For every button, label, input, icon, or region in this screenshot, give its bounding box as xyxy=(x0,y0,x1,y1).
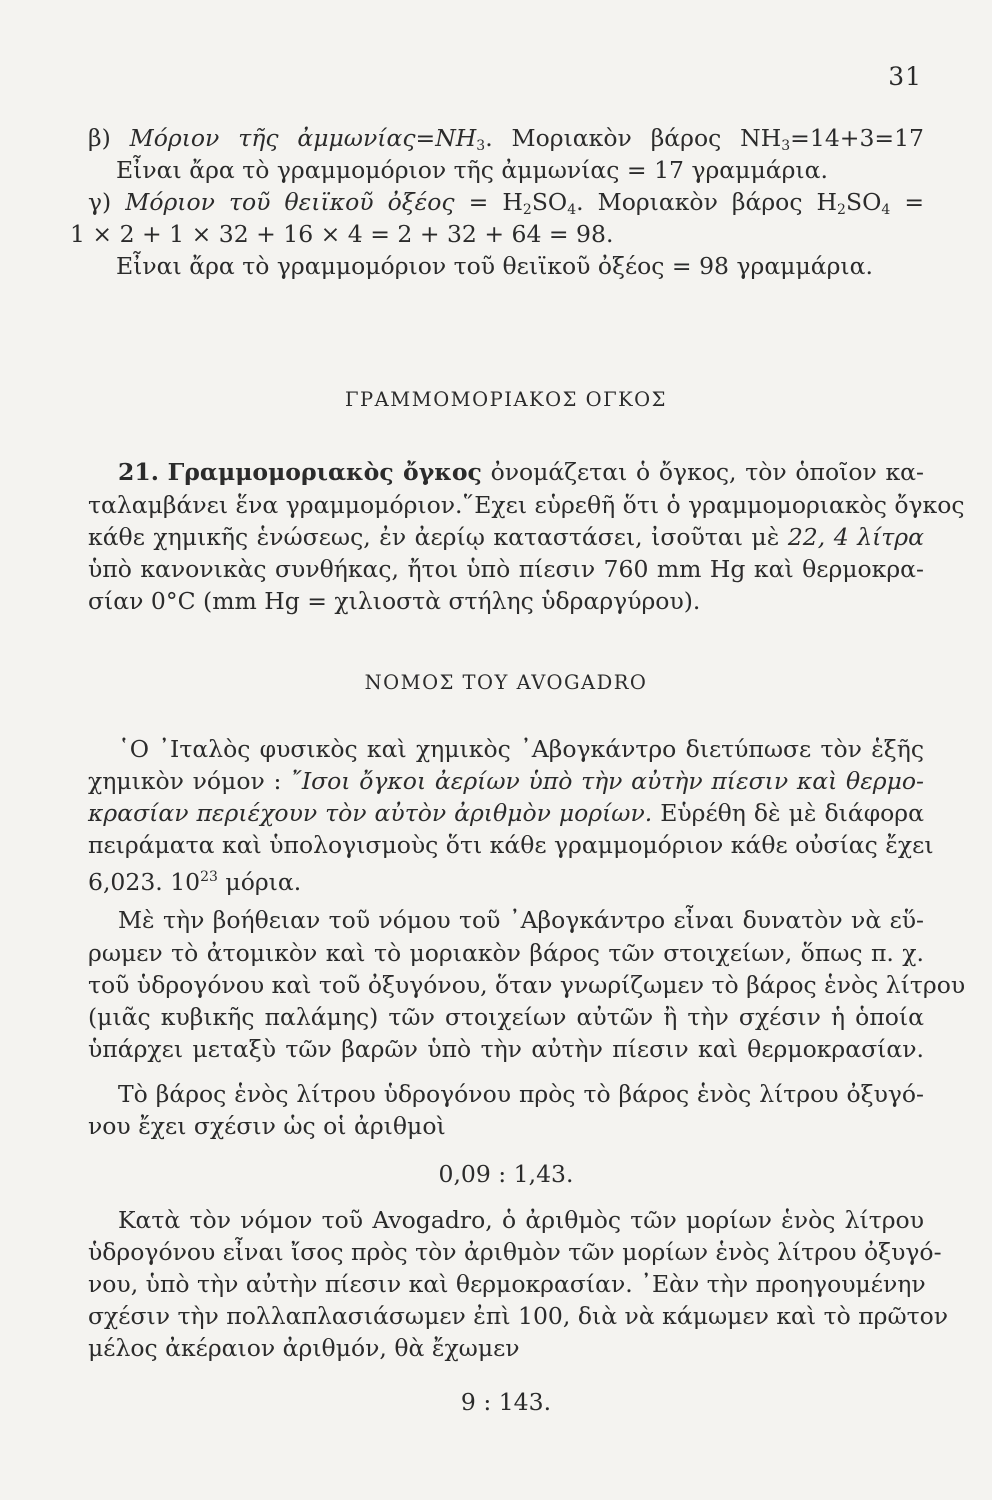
section-21-line-1 xyxy=(88,456,924,488)
sulfuric-acid-term: Μόριον τοῦ θειϊκοῦ ὀξέος xyxy=(125,188,455,216)
ratio-line-2: νου ἔχει σχέσιν ὡς οἱ ἀριθμοὶ xyxy=(88,1112,446,1140)
avogadro-line-2 xyxy=(88,765,924,797)
subscript: 4 xyxy=(881,202,891,218)
sulfuric-acid-calculation-line: 1 × 2 + 1 × 32 + 16 × 4 = 2 + 32 + 64 = 98. xyxy=(70,220,614,248)
ammonia-result-line: Εἶναι ἄρα τὸ γραμμομόριον τῆς ἀμμωνίας = 17 γραμμάρια. xyxy=(116,156,828,184)
use-line-3: τοῦ ὑδρογόνου καὶ τοῦ ὀξυγόνου, ὅταν γνωρίζωμεν τὸ βάρος ἑνὸς λίτρου xyxy=(88,971,966,999)
section-21-line-2: ταλαμβάνει ἕνα γραμμομόριον.῞Εχει εὑρεθῆ ὅτι ὁ γραμμομοριακὸς ὄγκος xyxy=(88,491,965,519)
conclusion-line-4: σχέσιν τὴν πολλαπλασιάσωμεν ἐπὶ 100, διὰ νὰ κάμωμεν καὶ τὸ πρῶτον xyxy=(88,1302,949,1330)
item-label: γ) xyxy=(88,188,126,216)
section-21-line-5: σίαν 0°C (mm Hg = χιλιοστὰ στήλης ὑδραργύρου). xyxy=(88,587,701,615)
use-line-5: ὑπάρχει μεταξὺ τῶν βαρῶν ὑπὸ τὴν αὐτὴν πίεσιν καὶ θερμοκρασίαν. xyxy=(88,1035,924,1063)
item-label: β) xyxy=(88,124,130,152)
subscript: 3 xyxy=(476,138,486,154)
text-segment: SO xyxy=(531,188,568,216)
sulfuric-acid-result-line: Εἶναι ἄρα τὸ γραμμομόριον τοῦ θειϊκοῦ ὀξέος = 98 γραμμάρια. xyxy=(116,252,873,280)
text-segment: = xyxy=(890,188,925,216)
avogadro-line-1: ῾Ο ᾿Ιταλὸς φυσικὸς καὶ χημικὸς ᾿Αβογκάντρο διετύπωσε τὸν ἑξῆς xyxy=(118,735,924,763)
text-segment: SO xyxy=(845,188,882,216)
avogadro-line-4: πειράματα καὶ ὑπολογισμοὺς ὅτι κάθε γραμμομόριον κάθε οὐσίας ἔχει xyxy=(88,831,934,859)
text-segment: = H xyxy=(454,188,523,216)
heading-molar-volume: ΓΡΑΜΜΟΜΟΡΙΑΚΟΣ ΟΓΚΟΣ xyxy=(345,388,667,411)
ratio-equation-2: 9 : 143. xyxy=(460,1388,552,1416)
text-segment: 6,023. 10 xyxy=(88,868,201,896)
italic-segment: κρασίαν περιέχουν τὸν αὐτὸν ἀριθμὸν μορίων. xyxy=(88,799,653,827)
avogadro-line-5 xyxy=(88,861,924,898)
subscript: 2 xyxy=(837,202,846,218)
italic-segment: ῎Ισοι ὄγκοι ἀερίων ὑπὸ τὴν αὐτὴν πίεσιν καὶ θερμο- xyxy=(290,767,924,795)
section-term: Γραμμομοριακὸς ὄγκος xyxy=(167,458,482,486)
text-segment: Εὑρέθη δὲ μὲ διάφορα xyxy=(652,799,924,827)
ammonia-term: Μόριον τῆς ἀμμωνίας=NH xyxy=(129,124,477,152)
text-segment: . Μοριακὸν βάρος NH xyxy=(485,124,782,152)
conclusion-line-3: νου, ὑπὸ τὴν αὐτὴν πίεσιν καὶ θερμοκρασίαν. ᾿Εὰν τὴν προηγουμένην xyxy=(88,1270,926,1298)
text-segment: κάθε χημικῆς ἑνώσεως, ἐν ἀερίῳ καταστάσει, ἰσοῦται μὲ xyxy=(88,523,788,551)
section-number: 21. xyxy=(118,458,159,486)
ratio-line-1: Τὸ βάρος ἑνὸς λίτρου ὑδρογόνου πρὸς τὸ βάρος ἑνὸς λίτρου ὀξυγό- xyxy=(118,1080,924,1108)
subscript: 3 xyxy=(781,138,791,154)
use-line-2: ρωμεν τὸ ἀτομικὸν καὶ τὸ μοριακὸν βάρος τῶν στοιχείων, ὅπως π. χ. xyxy=(88,939,924,967)
conclusion-line-2: ὑδρογόνου εἶναι ἴσος πρὸς τὸν ἀριθμὸν τῶν μορίων ἑνὸς λίτρου ὀξυγό- xyxy=(88,1238,942,1266)
text-segment: . Μοριακὸν βάρος H xyxy=(576,188,838,216)
conclusion-line-5: μέλος ἀκέραιον ἀριθμόν, θὰ ἔχωμεν xyxy=(88,1334,520,1362)
text-segment: χημικὸν νόμον : xyxy=(88,767,291,795)
ratio-equation-1: 0,09 : 1,43. xyxy=(438,1160,574,1188)
text-segment: ὀνομάζεται ὁ ὄγκος, τὸν ὁποῖον κα- xyxy=(481,458,924,486)
subscript: 2 xyxy=(522,202,532,218)
heading-avogadro-law: ΝΟΜΟΣ ΤΟΥ AVOGADRO xyxy=(364,671,648,694)
avogadro-line-3 xyxy=(88,797,924,829)
italic-segment: 22, 4 λίτρα xyxy=(787,523,924,551)
text-segment: μόρια. xyxy=(217,868,302,896)
conclusion-line-1: Κατὰ τὸν νόμον τοῦ Avogadro, ὁ ἀριθμὸς τῶν μορίων ἑνὸς λίτρου xyxy=(118,1206,924,1234)
use-line-4: (μιᾶς κυβικῆς παλάμης) τῶν στοιχείων αὐτῶν ἢ τὴν σχέσιν ἡ ὁποία xyxy=(88,1003,924,1031)
superscript: 23 xyxy=(200,869,218,885)
text-segment: =14+3=17 xyxy=(790,124,925,152)
subscript: 4 xyxy=(567,202,577,218)
section-21-line-3 xyxy=(88,521,924,553)
use-line-1: Μὲ τὴν βοήθειαν τοῦ νόμου τοῦ ᾿Αβογκάντρο εἶναι δυνατὸν νὰ εὕ- xyxy=(118,906,924,934)
section-21-line-4: ὑπὸ κανονικὰς συνθήκας, ἤτοι ὑπὸ πίεσιν 760 mm Hg καὶ θερμοκρα- xyxy=(88,555,924,583)
page-number: 31 xyxy=(888,62,922,91)
